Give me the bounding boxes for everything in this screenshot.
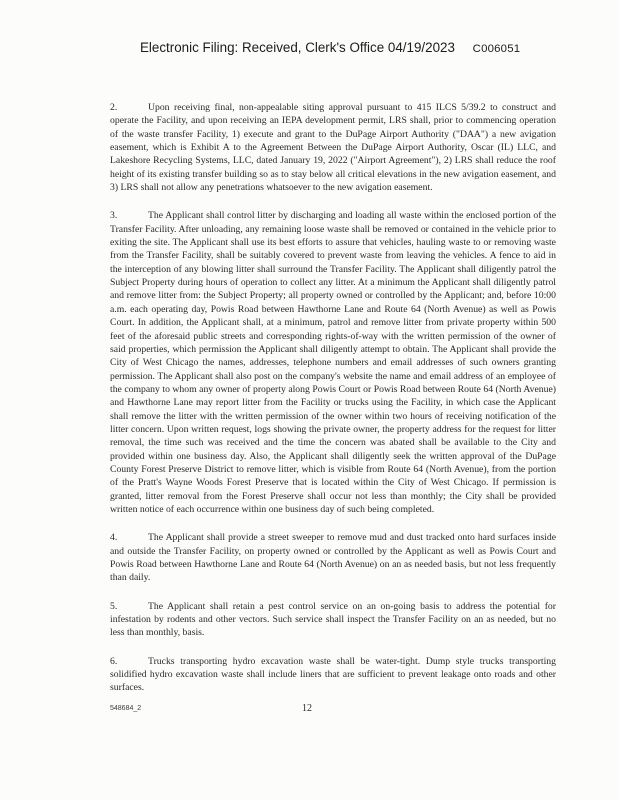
paragraph-number: 4. <box>110 532 118 544</box>
paragraph-3 <box>110 209 556 516</box>
document-id: 548684_2 <box>110 705 142 712</box>
paragraph-5 <box>110 600 556 640</box>
paragraph-text: Upon receiving final, non-appealable siting approval pursuant to 415 ILCS 5/39.2 to construct and operate the Facility, and upon receiving an IEPA development permit, LRS shall, prior to commencing operation of the waste transfer Facility, 1) execute and grant to the DuPage Airport Authority ("DAA") a new avigation easement, which is Exhibit A to the Agreement Between the DuPage Airport Authority, Oscar (IL) LLC, and Lakeshore Recycling Systems, LLC, dated January 19, 2022 ("Airport Agreement"), 2) LRS shall reduce the roof height of its existing transfer building so as to stay below all critical elevations in the new avigation easement, and 3) LRS shall not allow any penetrations whatsoever to the new avigation easement. <box>110 102 556 194</box>
paragraph-number: 3. <box>110 210 118 222</box>
paragraph-number: 6. <box>110 655 118 667</box>
paragraph-2 <box>110 101 556 194</box>
paragraph-text: The Applicant shall provide a street sweeper to remove mud and dust tracked onto hard surfaces inside and outside the Transfer Facility, on property owned or controlled by the Applicant as well as Powis Court and Powis Road between Hawthorne Lane and Route 64 (North Avenue) on an as needed basis, but not less frequently than daily. <box>110 532 556 584</box>
document-body <box>110 101 556 710</box>
page-number: 12 <box>302 703 312 714</box>
paragraph-text: The Applicant shall control litter by discharging and loading all waste within the enclosed portion of the Transfer Facility. After unloading, any remaining loose waste shall be removed or contained in the vehicle prior to exiting the site. The Applicant shall use its best efforts to assure that vehicles, hauling waste to or removing waste from the Transfer Facility, shall be suitably covered to prevent waste from leaving the vehicles. A fence to aid in the interception of any blowing litter shall surround the Transfer Facility. The Applicant shall diligently patrol the Subject Property during hours of operation to collect any litter. At a minimum the Applicant shall diligently patrol and remove litter from: the Subject Property; all property owned or controlled by the Applicant; and, before 10:00 a.m. each operating day, Powis Road between Hawthorne Lane and Route 64 (North Avenue) as well as Powis Court. In addition, the Applicant shall, at a minimum, patrol and remove litter from private property within 500 feet of the aforesaid public streets and corresponding rights-of-way with the written permission of the owner of said properties, which permission the Applicant shall diligently attempt to obtain. The Applicant shall provide the City of West Chicago the names, addresses, telephone numbers and email addresses of such owners granting permission. The Applicant shall also post on the company's website the name and email address of an employee of the company to whom any owner of property along Powis Court or Powis Road between Route 64 (North Avenue) and Hawthorne Lane may report litter from the Facility or trucks using the Facility, in which case the Applicant shall remove the litter with the written permission of the owner within two hours of receiving notification of the litter concern. Upon written request, logs showing the private owner, the property address for the request for litter removal, the time such was received and the time the concern was abated shall be available to the City and provided within one business day. Also, the Applicant shall diligently seek the written approval of the DuPage County Forest Preserve District to remove litter, which is visible from Route 64 (North Avenue), from the portion of the Pratt's Wayne Woods Forest Preserve that is located within the City of West Chicago. If permission is granted, litter removal from the Forest Preserve shall occur not less than monthly; the City shall be provided written notice of each occurrence within one business day of such being completed. <box>110 210 556 515</box>
paragraph-6 <box>110 655 556 695</box>
filing-stamp-text: Electronic Filing: Received, Clerk's Office 04/19/2023 <box>140 40 455 55</box>
paragraph-text: Trucks transporting hydro excavation waste shall be water-tight. Dump style trucks transporting solidified hydro excavation waste shall include liners that are sufficient to prevent leakage onto roads and other surfaces. <box>110 655 556 694</box>
paragraph-number: 5. <box>110 600 118 612</box>
filing-code: C006051 <box>472 43 521 55</box>
filing-stamp <box>140 40 600 55</box>
paragraph-number: 2. <box>110 102 118 113</box>
paragraph-4 <box>110 531 556 584</box>
paragraph-text: The Applicant shall retain a pest control service on an on-going basis to address the potential for infestation by rodents and other vectors. Such service shall inspect the Transfer Facility on an as needed, but no less than monthly, basis. <box>110 600 556 639</box>
